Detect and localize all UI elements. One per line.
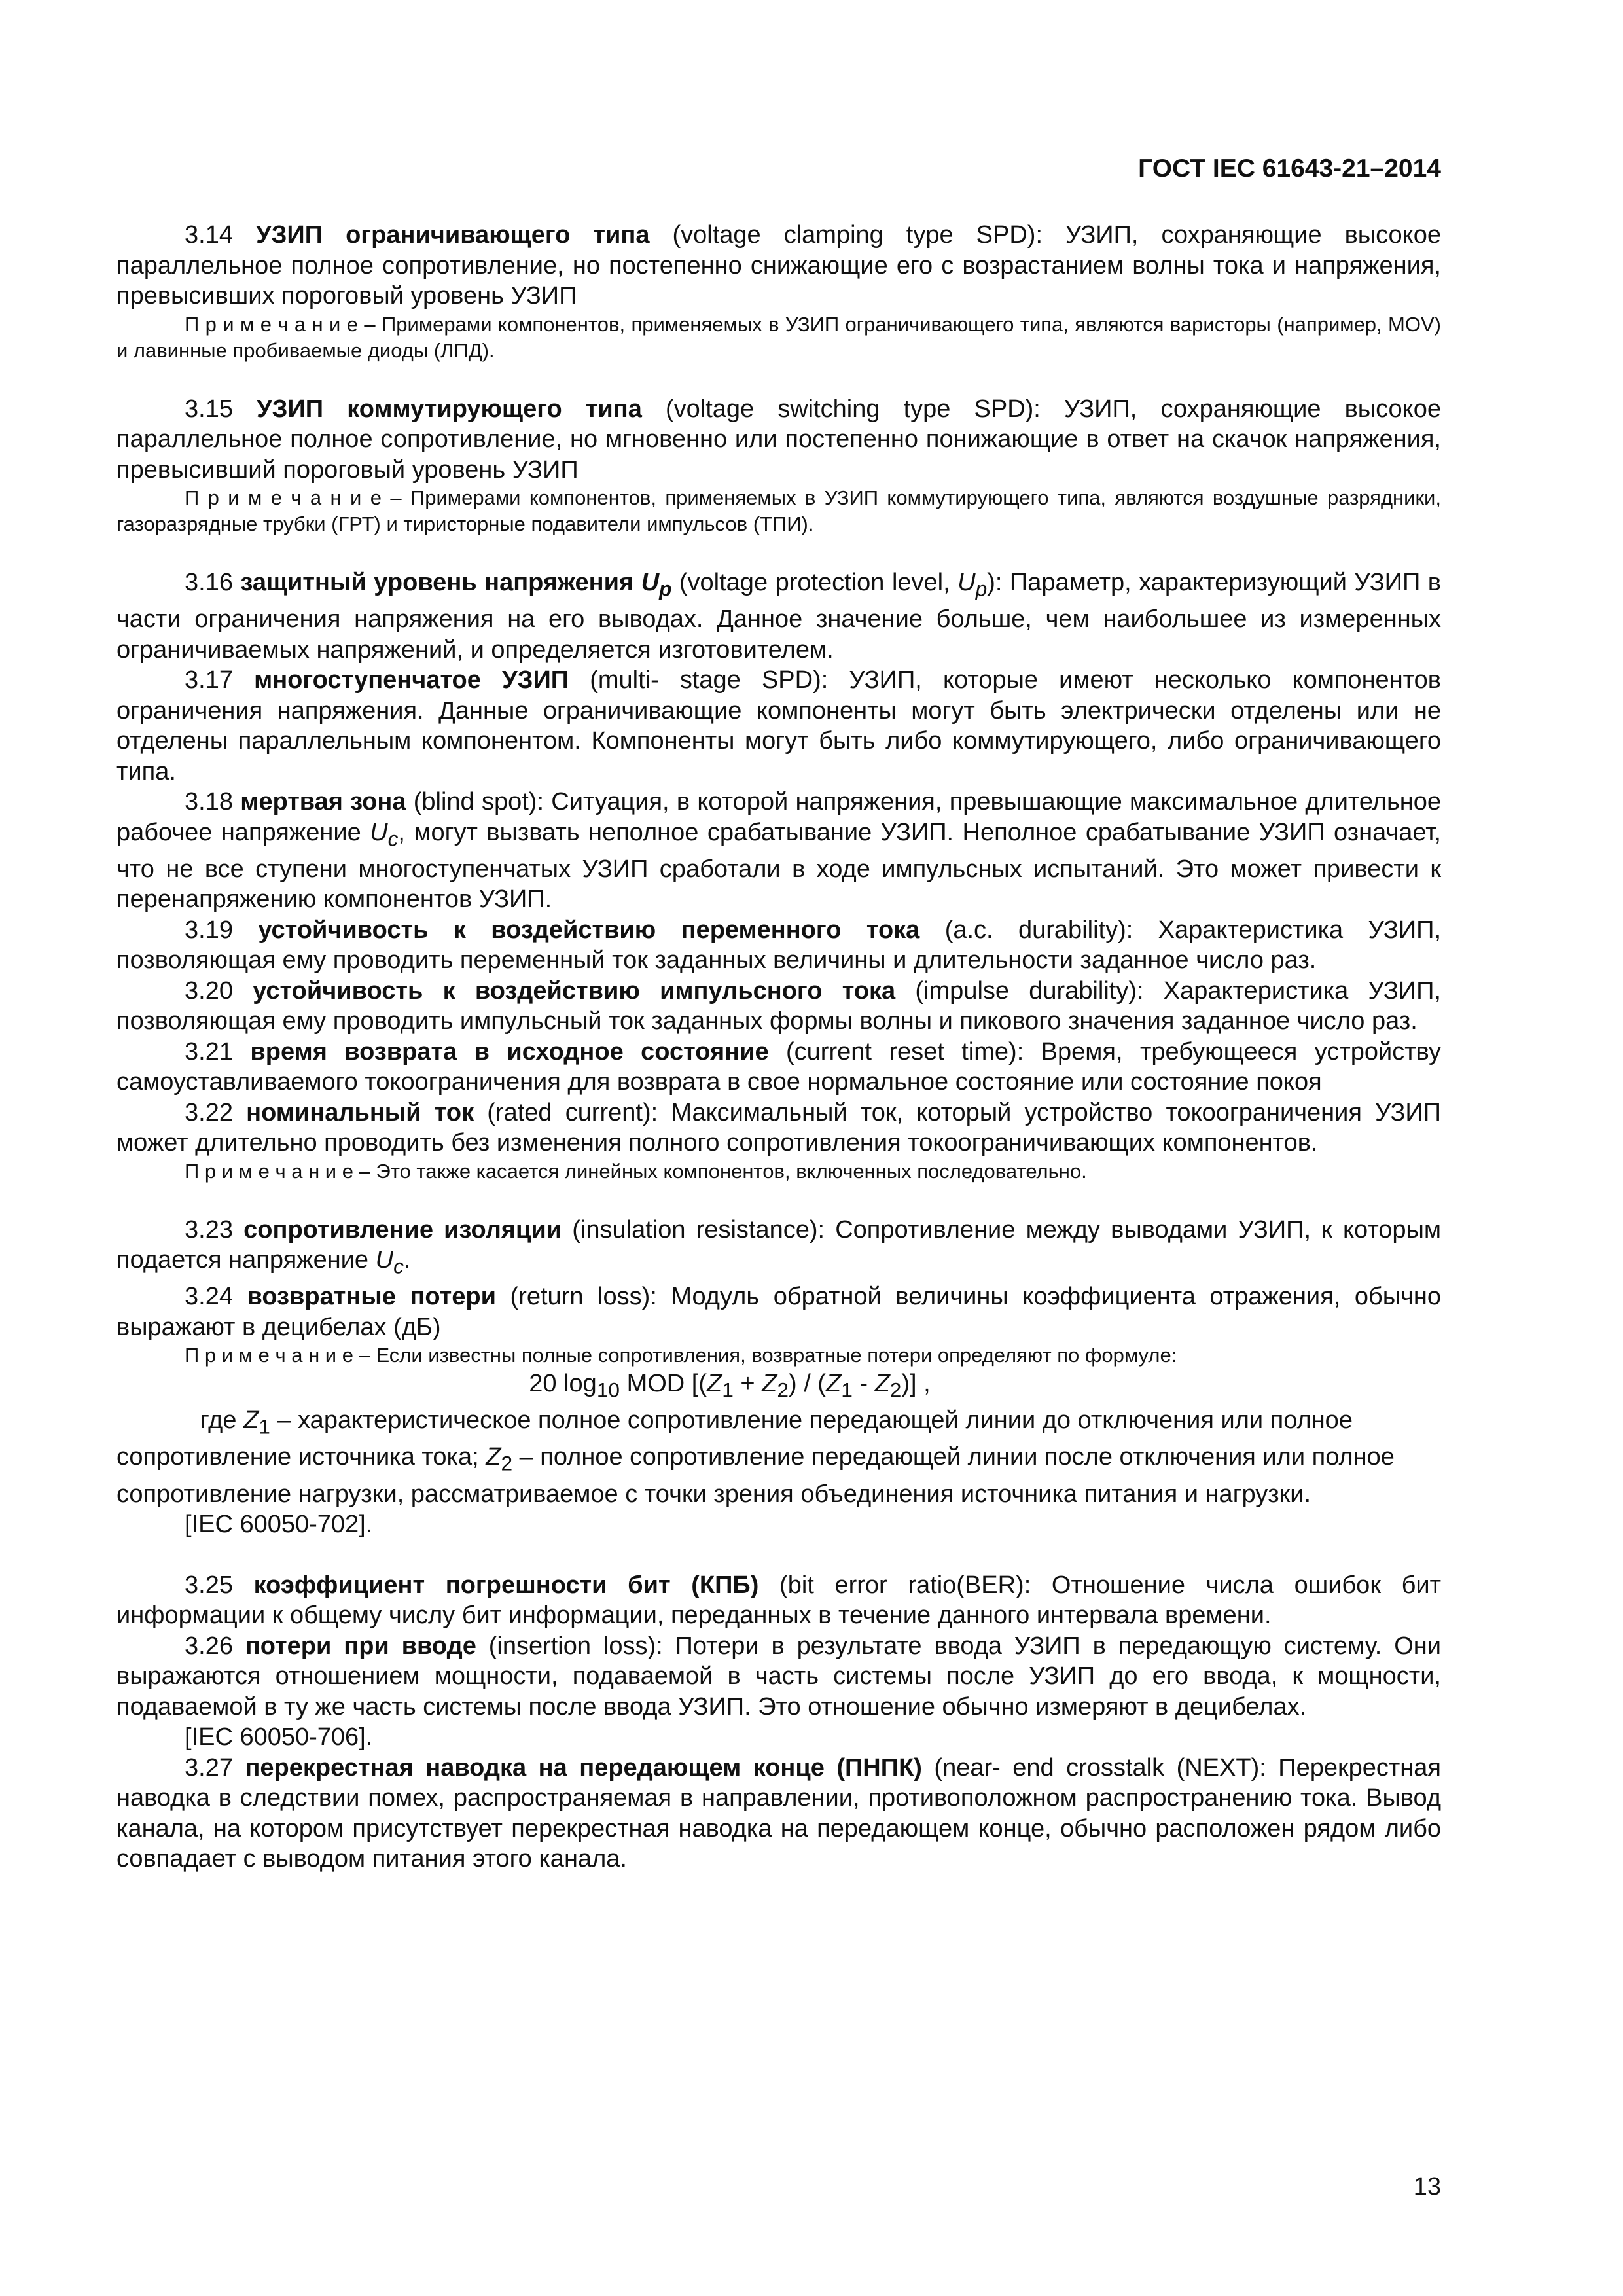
clause-3-23 (116, 1215, 1441, 1282)
symbol-subscript: p (659, 577, 672, 601)
clause-term: потери при вводе (245, 1632, 476, 1660)
note-label: П р и м е ч а н и е (185, 312, 358, 336)
clause-number: 3.15 (185, 395, 257, 423)
clause-number: 3.17 (185, 666, 255, 694)
clause-3-22 (116, 1098, 1441, 1158)
clause-3-21 (116, 1037, 1441, 1098)
clause-text: (bit error ratio(BER): Отношение числа ошибок бит информации к общему числу бит информации, переданных в течение данного интервала времени. (116, 1571, 1441, 1630)
document-body (116, 220, 1441, 1874)
clause-3-14 (116, 220, 1441, 312)
clause-text: (blind spot): Ситуация, в которой напряжения, превышающие максимальное длительное рабочее напряжение (116, 788, 1441, 846)
symbol: U (375, 1246, 394, 1274)
clause-3-16 (116, 567, 1441, 665)
symbol-subscript: p (975, 577, 988, 601)
symbol-subscript: c (387, 827, 399, 851)
note-3-24 (116, 1342, 1441, 1369)
note-text: – Это также касается линейных компонентов, включенных последовательно. (353, 1159, 1087, 1183)
clause-text: (a.c. durability): Характеристика УЗИП, позволяющая ему проводить переменный ток заданных величины и длительности заданное число раз. (116, 916, 1441, 975)
clause-term: возвратные потери (247, 1283, 496, 1311)
document-code-header: ГОСТ IEC 61643-21–2014 (1138, 154, 1441, 183)
symbol: U (641, 569, 660, 596)
clause-3-27 (116, 1753, 1441, 1874)
note-text: – Примерами компонентов, применяемых в УЗИП ограничивающего типа, являются варисторы (например, MOV) и лавинные пробиваемые диоды (ЛПД). (116, 312, 1441, 362)
clause-text: (rated current): Максимальный ток, который устройство токоограничения УЗИП может длительно проводить без изменения полного сопротивления токоограничивающих компонентов. (116, 1098, 1441, 1157)
clause-text: , могут вызвать неполное срабатывание УЗИП. Неполное срабатывание УЗИП означает, что не все ступени многоступенчатых УЗИП сработали в ходе импульсных испытаний. Это может привести к перенапряжению компонентов УЗИП. (116, 818, 1441, 914)
clause-text: . (403, 1246, 411, 1274)
clause-3-25 (116, 1570, 1441, 1631)
clause-term: мертвая зона (240, 788, 406, 816)
clause-text: (multi- stage SPD): УЗИП, которые имеют несколько компонентов ограничения напряжения. Данные ограничивающие компоненты могут быть электрически отделены или не отделены параллельным компонентом. Компоненты могут быть либо коммутирующего, либо ограничивающего типа. (116, 666, 1441, 785)
clause-3-20 (116, 976, 1441, 1037)
clause-text: ): Параметр, характеризующий УЗИП в части ограничения напряжения на его выводах. Данное значение больше, чем наибольшее из измеренных ограничиваемых напряжений, и определяется изготовителем. (116, 569, 1441, 664)
formula-explanation: где $Z_1$ – характеристическое полное сопротивление передающей линии до отключения или полное сопротивление источника тока; $Z_2$ – полное сопротивление передающей линии после отключения или полное сопротивление нагрузки, рассматриваемое с точки зрения объединения источника питания и нагрузки. (116, 1407, 1395, 1508)
clause-3-18 (116, 787, 1441, 915)
clause-text: (insertion loss): Потери в результате ввода УЗИП в передающую систему. Они выражаются отношением мощности, подаваемой в часть системы после УЗИП до его ввода, к мощности, подаваемой в ту же часть системы после ввода УЗИП. Это отношение обычно измеряют в децибелах. (116, 1632, 1441, 1721)
clause-3-26 (116, 1631, 1441, 1723)
clause-number: 3.21 (185, 1037, 251, 1066)
clause-term: защитный уровень напряжения (240, 569, 641, 596)
clause-number: 3.20 (185, 977, 253, 1005)
clause-text: (impulse durability): Характеристика УЗИП, позволяющая ему проводить импульсный ток заданных формы волны и пикового значения заданное число раз. (116, 977, 1441, 1035)
clause-number: 3.16 (185, 569, 241, 596)
clause-term: время возврата в исходное состояние (250, 1037, 769, 1066)
clause-text: (insulation resistance): Сопротивление между выводами УЗИП, к которым подается напряжение (116, 1215, 1442, 1274)
clause-text: (return loss): Модуль обратной величины коэффициента отражения, обычно выражают в децибелах (дБ) (116, 1283, 1441, 1341)
clause-3-15 (116, 394, 1441, 486)
clause-term: УЗИП коммутирующего типа (257, 395, 642, 423)
clause-term: коэффициент погрешности бит (КПБ) (253, 1571, 759, 1599)
note-3-14 (116, 312, 1441, 364)
clause-number: 3.23 (185, 1215, 244, 1244)
clause-number: 3.14 (185, 221, 256, 249)
clause-3-19 (116, 915, 1441, 976)
page-number: 13 (1413, 2173, 1441, 2200)
clause-term: сопротивление изоляции (243, 1215, 562, 1244)
clause-3-24 (116, 1282, 1441, 1342)
note-label: П р и м е ч а н и е (185, 1344, 353, 1367)
reference-iec-60050-706: [IEC 60050-706]. (185, 1723, 373, 1751)
clause-number: 3.25 (185, 1571, 254, 1599)
clause-number: 3.24 (185, 1283, 247, 1311)
note-label: П р и м е ч а н и е (185, 486, 382, 509)
symbol: U (370, 818, 388, 846)
note-label: П р и м е ч а н и е (185, 1159, 353, 1183)
reference-iec-60050-702: [IEC 60050-702]. (185, 1511, 373, 1539)
clause-text: (voltage clamping type SPD): УЗИП, сохраняющие высокое параллельное полное сопротивление, но постепенно снижающие его с возрастанием волны тока и напряжения, превысивших пороговый уровень УЗИП (116, 221, 1441, 310)
symbol: U (957, 569, 976, 596)
clause-text: (near- end crosstalk (NEXT): Перекрестная наводка в следствии помех, распространяемая в направлении, противоположном распространению тока. Вывод канала, на котором присутствует перекрестная наводка на передающем конце, обычно расположен рядом либо совпадает с выводом питания этого канала. (116, 1753, 1441, 1873)
note-text: – Примерами компонентов, применяемых в УЗИП коммутирующего типа, являются воздушные разрядники, газоразрядные трубки (ГРТ) и тиристорные подавители импульсов (ТПИ). (116, 486, 1441, 535)
clause-text: (voltage switching type SPD): УЗИП, сохраняющие высокое параллельное полное сопротивление, но мгновенно или постепенно понижающие в ответ на скачок напряжения, превысивший пороговый уровень УЗИП (116, 395, 1441, 484)
note-3-15 (116, 485, 1441, 537)
clause-term: УЗИП ограничивающего типа (255, 221, 650, 249)
clause-number: 3.18 (185, 788, 241, 816)
clause-number: 3.22 (185, 1098, 247, 1126)
symbol-subscript: c (393, 1254, 404, 1278)
return-loss-formula: 20 $\log_{10}$ MOD $[(Z_1 + Z_2) / (Z_1 - Z_2)]$ , (529, 1370, 931, 1402)
clause-number: 3.26 (185, 1632, 245, 1660)
clause-term: перекрестная наводка на передающем конце (ПНПК) (245, 1753, 922, 1782)
clause-number: 3.27 (185, 1753, 245, 1782)
clause-text: (voltage protection level, (671, 569, 958, 596)
clause-term: номинальный ток (246, 1098, 474, 1126)
clause-3-17 (116, 665, 1441, 787)
clause-text: (current reset time): Время, требующееся устройству самоуставливаемого токоограничения для возврата в свое нормальное состояние или состояние покоя (116, 1037, 1441, 1096)
note-text: – Если известны полные сопротивления, возвратные потери определяют по формуле: (353, 1344, 1177, 1367)
clause-number: 3.19 (185, 916, 259, 944)
clause-term: многоступенчатое УЗИП (254, 666, 569, 694)
note-3-22 (116, 1158, 1441, 1185)
clause-term: устойчивость к воздействию импульсного тока (253, 977, 896, 1005)
clause-term: устойчивость к воздействию переменного тока (258, 916, 920, 944)
